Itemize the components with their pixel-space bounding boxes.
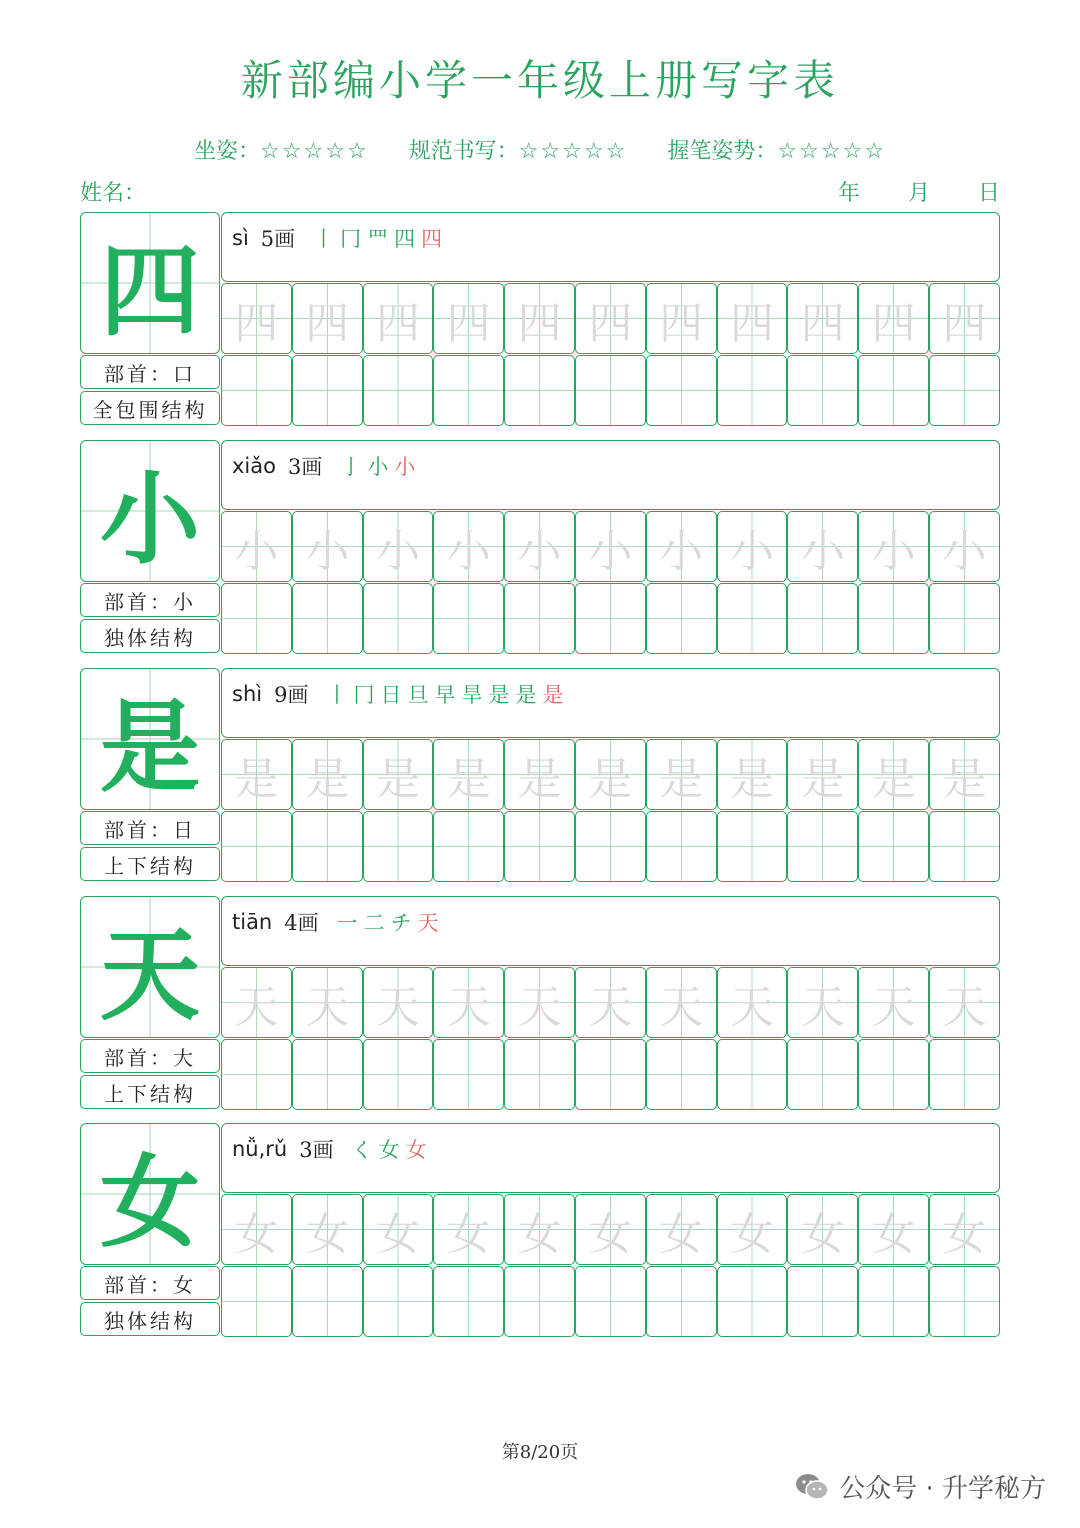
practice-cell[interactable] (646, 355, 717, 426)
character-block (80, 668, 1000, 882)
stroke-info-box (221, 668, 1000, 738)
wechat-watermark (795, 1468, 1046, 1505)
practice-cell[interactable] (363, 355, 434, 426)
tracing-cell[interactable] (717, 1194, 788, 1265)
tracing-cell[interactable] (504, 511, 575, 582)
model-character-box (80, 440, 220, 582)
practice-cell[interactable] (646, 583, 717, 654)
stroke-order (326, 679, 563, 709)
radical-label: 部首：女 (80, 1266, 220, 1300)
practice-row (221, 811, 1000, 882)
practice-cell[interactable] (929, 811, 1000, 882)
practice-cell[interactable] (433, 1266, 504, 1337)
trace-character: 女 (800, 1208, 845, 1260)
tracing-cell[interactable] (363, 967, 434, 1038)
tracing-cell[interactable] (363, 739, 434, 810)
model-character: 是 (100, 689, 200, 806)
tracing-cell[interactable] (292, 1194, 363, 1265)
tracing-cell[interactable] (929, 1194, 1000, 1265)
model-character: 四 (100, 233, 200, 350)
practice-cell[interactable] (575, 583, 646, 654)
trace-character: 天 (871, 981, 916, 1033)
practice-cell[interactable] (433, 811, 504, 882)
tracing-cell[interactable] (504, 283, 575, 354)
trace-character: 天 (517, 981, 562, 1033)
trace-character: 是 (659, 753, 704, 805)
tracing-cell[interactable] (646, 511, 717, 582)
stroke-step: 一 (336, 911, 358, 935)
tracing-cell[interactable] (363, 1194, 434, 1265)
trace-character: 四 (446, 297, 491, 349)
stroke-count: 4画 (284, 911, 319, 935)
tracing-cell[interactable] (646, 283, 717, 354)
practice-cell[interactable] (717, 355, 788, 426)
model-character: 小 (100, 461, 200, 578)
practice-cell[interactable] (717, 811, 788, 882)
practice-cell[interactable] (221, 811, 292, 882)
trace-character: 是 (234, 753, 279, 805)
trace-character: 是 (729, 753, 774, 805)
trace-character: 四 (659, 297, 704, 349)
tracing-cell[interactable] (787, 739, 858, 810)
practice-cell[interactable] (221, 1039, 292, 1110)
practice-cell[interactable] (221, 1266, 292, 1337)
trace-character: 小 (588, 525, 633, 577)
trace-character: 天 (588, 981, 633, 1033)
tracing-cell[interactable] (858, 739, 929, 810)
trace-character: 是 (375, 753, 420, 805)
practice-cell[interactable] (575, 355, 646, 426)
stroke-info-box (221, 440, 1000, 510)
tracing-cell[interactable] (787, 283, 858, 354)
practice-cell[interactable] (504, 583, 575, 654)
stroke-order (337, 907, 439, 937)
model-character-box (80, 668, 220, 810)
stroke-order (352, 1134, 427, 1164)
tracing-cell[interactable] (646, 967, 717, 1038)
trace-character: 小 (305, 525, 350, 577)
trace-character: 天 (446, 981, 491, 1033)
character-block (80, 440, 1000, 654)
rating-stars[interactable]: ☆☆☆☆☆ (260, 139, 369, 164)
stroke-step: 罒 (367, 227, 389, 251)
tracing-cell[interactable] (787, 967, 858, 1038)
radical-label: 部首：大 (80, 1039, 220, 1073)
practice-cell[interactable] (929, 583, 1000, 654)
practice-row (221, 1039, 1000, 1110)
practice-cell[interactable] (929, 1266, 1000, 1337)
tracing-cell[interactable] (717, 511, 788, 582)
tracing-cell[interactable] (787, 1194, 858, 1265)
practice-cell[interactable] (858, 811, 929, 882)
trace-character: 四 (517, 297, 562, 349)
rating-sitting (194, 134, 369, 165)
structure-label: 独体结构 (80, 1302, 220, 1336)
practice-cell[interactable] (858, 583, 929, 654)
practice-cell[interactable] (433, 1039, 504, 1110)
trace-character: 女 (234, 1208, 279, 1260)
tracing-cell[interactable] (433, 1194, 504, 1265)
trace-character: 女 (659, 1208, 704, 1260)
trace-character: 小 (729, 525, 774, 577)
practice-cell[interactable] (292, 1039, 363, 1110)
tracing-cell[interactable] (929, 283, 1000, 354)
practice-cell[interactable] (929, 355, 1000, 426)
trace-character: 天 (800, 981, 845, 1033)
tracing-cell[interactable] (858, 283, 929, 354)
tracing-cell[interactable] (221, 283, 292, 354)
trace-character: 女 (942, 1208, 987, 1260)
structure-label: 全包围结构 (80, 391, 220, 425)
trace-character: 天 (234, 981, 279, 1033)
tracing-cell[interactable] (929, 511, 1000, 582)
trace-character: 四 (942, 297, 987, 349)
practice-cell[interactable] (787, 583, 858, 654)
tracing-row (221, 511, 1000, 582)
tracing-cell[interactable] (575, 511, 646, 582)
trace-character: 小 (517, 525, 562, 577)
practice-cell[interactable] (929, 1039, 1000, 1110)
trace-character: 四 (588, 297, 633, 349)
tracing-row (221, 739, 1000, 810)
model-character: 女 (100, 1144, 200, 1261)
trace-character: 小 (942, 525, 987, 577)
practice-cell[interactable] (504, 1266, 575, 1337)
practice-cell[interactable] (717, 1039, 788, 1110)
practice-cell[interactable] (787, 1266, 858, 1337)
trace-character: 小 (375, 525, 420, 577)
page-number: 第8/20页 (501, 1442, 579, 1463)
stroke-order (313, 223, 442, 253)
tracing-cell[interactable] (858, 967, 929, 1038)
structure-label: 上下结构 (80, 1075, 220, 1109)
character-block (80, 1123, 1000, 1337)
practice-cell[interactable] (363, 1039, 434, 1110)
trace-character: 女 (517, 1208, 562, 1260)
stroke-step: 早 (434, 683, 456, 707)
trace-character: 四 (375, 297, 420, 349)
tracing-cell[interactable] (575, 283, 646, 354)
practice-cell[interactable] (363, 811, 434, 882)
practice-cell[interactable] (575, 1266, 646, 1337)
practice-cell[interactable] (504, 355, 575, 426)
tracing-cell[interactable] (929, 967, 1000, 1038)
stroke-step: 小 (394, 455, 416, 479)
trace-character: 四 (871, 297, 916, 349)
stroke-step: 旱 (461, 683, 483, 707)
rating-writing (409, 134, 628, 165)
rating-pen-grip (667, 134, 886, 165)
trace-character: 是 (942, 753, 987, 805)
trace-character: 四 (234, 297, 279, 349)
structure-label: 独体结构 (80, 619, 220, 653)
name-field-label[interactable]: 姓名： (80, 181, 147, 206)
practice-cell[interactable] (787, 811, 858, 882)
tracing-cell[interactable] (433, 283, 504, 354)
trace-character: 是 (446, 753, 491, 805)
stroke-step: 冂 (353, 683, 375, 707)
wechat-icon (795, 1473, 829, 1501)
pinyin: xiǎo (232, 454, 276, 478)
trace-character: 是 (305, 753, 350, 805)
stroke-step: 是 (488, 683, 510, 707)
tracing-cell[interactable] (433, 739, 504, 810)
character-block (80, 896, 1000, 1110)
date-year-label: 年 (837, 181, 860, 206)
trace-character: 小 (800, 525, 845, 577)
tracing-cell[interactable] (363, 511, 434, 582)
tracing-cell[interactable] (858, 511, 929, 582)
stroke-step: 天 (417, 911, 439, 935)
stroke-step: チ (390, 911, 412, 935)
practice-cell[interactable] (504, 811, 575, 882)
pinyin: tiān (232, 910, 273, 934)
tracing-cell[interactable] (575, 739, 646, 810)
radical-label: 部首：口 (80, 355, 220, 389)
trace-character: 四 (729, 297, 774, 349)
trace-character: 女 (729, 1208, 774, 1260)
practice-cell[interactable] (363, 583, 434, 654)
trace-character: 小 (659, 525, 704, 577)
pinyin: shì (232, 682, 263, 706)
stroke-step: 小 (367, 455, 389, 479)
trace-character: 是 (871, 753, 916, 805)
practice-cell[interactable] (221, 355, 292, 426)
tracing-cell[interactable] (292, 283, 363, 354)
practice-cell[interactable] (575, 1039, 646, 1110)
rating-label: 握笔姿势： (667, 139, 778, 164)
rating-bar (0, 134, 1080, 165)
pinyin: nǚ,rǔ (232, 1137, 288, 1161)
tracing-cell[interactable] (292, 511, 363, 582)
trace-character: 四 (305, 297, 350, 349)
rating-stars[interactable]: ☆☆☆☆☆ (777, 139, 886, 164)
date-day-label: 日 (977, 181, 1000, 206)
stroke-step: 丨 (326, 683, 348, 707)
practice-cell[interactable] (292, 1266, 363, 1337)
wechat-account-label: 公众号 · 升学秘方 (839, 1474, 1046, 1504)
tracing-cell[interactable] (717, 967, 788, 1038)
practice-cell[interactable] (646, 811, 717, 882)
trace-character: 女 (375, 1208, 420, 1260)
rating-label: 规范书写： (408, 139, 519, 164)
tracing-cell[interactable] (363, 283, 434, 354)
stroke-step: 女 (405, 1138, 427, 1162)
stroke-step: 亅 (340, 455, 362, 479)
tracing-cell[interactable] (858, 1194, 929, 1265)
page-title: 新部编小学一年级上册写字表 (240, 56, 839, 105)
trace-character: 女 (871, 1208, 916, 1260)
tracing-row (221, 283, 1000, 354)
trace-character: 小 (871, 525, 916, 577)
rating-label: 坐姿： (194, 139, 261, 164)
tracing-cell[interactable] (929, 739, 1000, 810)
tracing-cell[interactable] (221, 1194, 292, 1265)
practice-cell[interactable] (221, 583, 292, 654)
practice-row (221, 1266, 1000, 1337)
practice-cell[interactable] (717, 583, 788, 654)
practice-cell[interactable] (787, 355, 858, 426)
radical-label: 部首：小 (80, 583, 220, 617)
practice-cell[interactable] (433, 583, 504, 654)
tracing-row (221, 1194, 1000, 1265)
tracing-cell[interactable] (504, 967, 575, 1038)
trace-character: 天 (942, 981, 987, 1033)
tracing-cell[interactable] (504, 739, 575, 810)
structure-label: 上下结构 (80, 847, 220, 881)
radical-label: 部首：日 (80, 811, 220, 845)
tracing-cell[interactable] (292, 739, 363, 810)
date-month-label: 月 (907, 181, 930, 206)
practice-cell[interactable] (858, 355, 929, 426)
trace-character: 天 (305, 981, 350, 1033)
stroke-step: 四 (421, 227, 443, 251)
stroke-step: 丨 (313, 227, 335, 251)
practice-row (221, 355, 1000, 426)
practice-cell[interactable] (292, 583, 363, 654)
practice-cell[interactable] (292, 355, 363, 426)
tracing-cell[interactable] (433, 967, 504, 1038)
tracing-cell[interactable] (646, 1194, 717, 1265)
practice-cell[interactable] (787, 1039, 858, 1110)
stroke-count: 3画 (287, 455, 323, 479)
practice-cell[interactable] (292, 811, 363, 882)
stroke-step: 二 (363, 911, 385, 935)
tracing-cell[interactable] (575, 967, 646, 1038)
stroke-info-box (221, 1123, 1000, 1193)
practice-cell[interactable] (717, 1266, 788, 1337)
tracing-cell[interactable] (787, 511, 858, 582)
practice-cell[interactable] (504, 1039, 575, 1110)
character-block (80, 212, 1000, 426)
practice-cell[interactable] (575, 811, 646, 882)
practice-cell[interactable] (858, 1266, 929, 1337)
tracing-cell[interactable] (292, 967, 363, 1038)
trace-character: 是 (800, 753, 845, 805)
trace-character: 天 (375, 981, 420, 1033)
tracing-row (221, 967, 1000, 1038)
trace-character: 女 (446, 1208, 491, 1260)
stroke-order (340, 451, 415, 481)
stroke-count: 9画 (274, 683, 309, 707)
stroke-step: く (351, 1138, 373, 1162)
stroke-step: 是 (542, 683, 564, 707)
model-character-box (80, 212, 220, 354)
tracing-cell[interactable] (221, 967, 292, 1038)
stroke-count: 5画 (260, 227, 296, 251)
tracing-cell[interactable] (717, 739, 788, 810)
trace-character: 四 (800, 297, 845, 349)
tracing-cell[interactable] (646, 739, 717, 810)
pinyin: sì (232, 226, 249, 250)
stroke-step: 冂 (340, 227, 362, 251)
tracing-cell[interactable] (504, 1194, 575, 1265)
stroke-step: 女 (378, 1138, 400, 1162)
trace-character: 天 (659, 981, 704, 1033)
trace-character: 是 (517, 753, 562, 805)
practice-cell[interactable] (646, 1266, 717, 1337)
trace-character: 天 (729, 981, 774, 1033)
practice-cell[interactable] (646, 1039, 717, 1110)
model-character-box (80, 896, 220, 1038)
stroke-step: 是 (515, 683, 537, 707)
tracing-cell[interactable] (221, 511, 292, 582)
practice-row (221, 583, 1000, 654)
trace-character: 是 (588, 753, 633, 805)
tracing-cell[interactable] (575, 1194, 646, 1265)
practice-cell[interactable] (858, 1039, 929, 1110)
stroke-count: 3画 (299, 1138, 334, 1162)
tracing-cell[interactable] (221, 739, 292, 810)
trace-character: 小 (446, 525, 491, 577)
tracing-cell[interactable] (433, 511, 504, 582)
practice-cell[interactable] (433, 355, 504, 426)
trace-character: 女 (305, 1208, 350, 1260)
date-field (838, 176, 1000, 207)
rating-stars[interactable]: ☆☆☆☆☆ (518, 139, 628, 164)
stroke-step: 四 (394, 227, 416, 251)
model-character: 天 (100, 917, 200, 1034)
stroke-info-box (221, 896, 1000, 966)
stroke-step: 日 (380, 683, 402, 707)
practice-cell[interactable] (363, 1266, 434, 1337)
tracing-cell[interactable] (717, 283, 788, 354)
trace-character: 小 (234, 525, 279, 577)
trace-character: 女 (588, 1208, 633, 1260)
model-character-box (80, 1123, 220, 1265)
stroke-info-box (221, 212, 1000, 282)
stroke-step: 旦 (407, 683, 429, 707)
